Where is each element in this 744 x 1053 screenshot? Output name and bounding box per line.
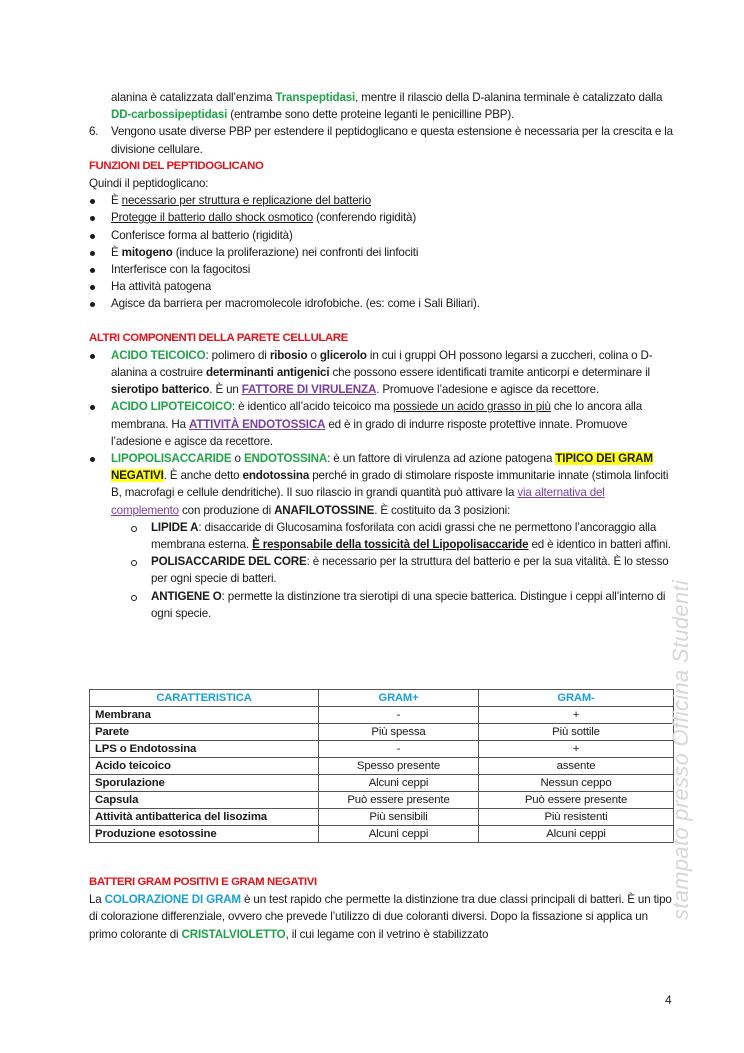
list-item-lipopolisaccaride: LIPOPOLISACCARIDE o ENDOTOSSINA: è un fattore di virulenza ad azione patogena TIPICO DEI GRAM NEGATIVI. È anche detto endotossina perché in grado di stimolare risposte immunitarie innate (stimola linfociti B, macrofagi e cellule dendritiche). Il suo rilascio in grandi quantità può attivare la via alternativa del complemento con produzione di ANAFILOTOSSINE. È costituito da 3 posizioni: LIPIDE A: disaccaride di Glucosamina fosforilata con acidi grassi che ne permettono l’ancoraggio alla membrana esterna. È responsabile della tossicità del Lipopolisaccaride ed è identico in batteri affini. POLISACCARIDE DEL CORE: è necessario per la struttura del batterio e per la sua vitalità. È lo stesso per ogni specie di batteri. ANTIGENE O: permette la distinzione tra sierotipi di una specie batterica. Distingue i ceppi all’interno di ogni specie. bbox=[89, 450, 675, 622]
list-item: È mitogeno (induce la proliferazione) nei confronti dei linfociti bbox=[89, 244, 675, 261]
list-item: Ha attività patogena bbox=[89, 278, 675, 295]
highlighted-text: TIPICO DEI GRAM NEGATIVI bbox=[111, 452, 653, 483]
table-row: Produzione esotossine Alcuni ceppi Alcuni ceppi bbox=[90, 826, 674, 843]
table-row: Acido teicoico Spesso presente assente bbox=[90, 758, 674, 775]
section-heading-altri-componenti: ALTRI COMPONENTI DELLA PARETE CELLULARE bbox=[89, 331, 348, 344]
bullet-icon bbox=[89, 227, 111, 244]
table-header-row bbox=[90, 690, 674, 707]
watermark-text: stampato presso Officina Studenti bbox=[668, 579, 693, 920]
column-header: GRAM- bbox=[479, 690, 674, 707]
list-item-acido-teicoico: ACIDO TEICOICO: polimero di ribosio o glicerolo in cui i gruppi OH possono legarsi a zuccheri, colina o D-alanina a costruire determinanti antigenici che possono essere identificati tramite anticorpi e determinare il sierotipo batterico. È un FATTORE DI VIRULENZA. Promuove l’adesione e agisce da recettore. bbox=[89, 347, 675, 399]
term-cristalvioletto: CRISTALVIOLETTO bbox=[181, 927, 286, 941]
list-item: È necessario per struttura e replicazione del batterio bbox=[89, 192, 675, 209]
lps-sublist bbox=[111, 519, 675, 622]
table-row: LPS o Endotossina - + bbox=[90, 741, 674, 758]
list-item: Agisce da barriera per macromolecole idrofobiche. (es: come i Sali Biliari). bbox=[89, 295, 675, 312]
bullet-icon bbox=[89, 278, 111, 295]
table-row: Membrana - + bbox=[90, 707, 674, 724]
list-number: 6. bbox=[89, 125, 99, 139]
table-row: Sporulazione Alcuni ceppi Nessun ceppo bbox=[90, 775, 674, 792]
list-item-acido-lipoteicoico: ACIDO LIPOTEICOICO: è identico all’acido teicoico ma possiede un acido grasso in più che lo ancora alla membrana. Ha ATTIVITÀ ENDOTOSSICA ed è in grado di indurre risposte protettive innate. Promuove l’adesione e agisce da recettore. bbox=[89, 398, 675, 450]
list-item-text: Vengono usate diverse PBP per estendere il peptidoglicano e questa estensione è necessaria per la crescita e la divisione cellulare. bbox=[111, 125, 673, 156]
paragraph-gram: La COLORAZIONE DI GRAM è un test rapido che permette la distinzione tra due classi principali di batteri. È un tipo di colorazione differenziale, ovvero che prevede l’utilizzo di due coloranti diversi. Dopo la fissazione si applica un primo colorante di CRISTALVIOLETTO, il cui legame con il vetrino è stabilizzato bbox=[89, 893, 672, 941]
bullet-icon bbox=[89, 261, 111, 278]
link-attivita-endotossica[interactable]: ATTIVITÀ ENDOTOSSICA bbox=[188, 417, 326, 431]
term-dd-carbossipeptidasi: DD-carbossipeptidasi bbox=[111, 108, 228, 122]
section-heading-gram: BATTERI GRAM POSITIVI E GRAM NEGATIVI bbox=[89, 876, 317, 888]
circle-bullet-icon bbox=[129, 553, 151, 587]
sublist-item-antigene-o: ANTIGENE O: permette la distinzione tra sierotipi di una specie batterica. Distingue i ceppi all’interno di ogni specie. bbox=[129, 588, 675, 622]
column-header: GRAM+ bbox=[319, 690, 479, 707]
circle-bullet-icon bbox=[129, 519, 151, 553]
bullet-icon bbox=[89, 347, 111, 399]
bullet-icon bbox=[89, 244, 111, 261]
section-lead: Quindi il peptidoglicano: bbox=[89, 177, 209, 191]
list-item: Protegge il batterio dallo shock osmotico (conferendo rigidità) bbox=[89, 209, 675, 226]
list-item: Interferisce con la fagocitosi bbox=[89, 261, 675, 278]
list-item-5-continuation: alanina è catalizzata dall’enzima Transpeptidasi, mentre il rilascio della D-alanina terminale è catalizzato dalla DD-carbossipeptidasi (entrambe sono dette proteine leganti le penicilline PBP). bbox=[111, 91, 663, 122]
section-gram bbox=[89, 874, 675, 943]
term-transpeptidasi: Transpeptidasi bbox=[275, 91, 356, 104]
section-heading-funzioni: FUNZIONI DEL PEPTIDOGLICANO bbox=[89, 159, 264, 172]
link-via-alternativa-complemento[interactable]: via alternativa del complemento bbox=[111, 486, 605, 517]
page-number: 4 bbox=[665, 993, 672, 1007]
table-row: Capsula Può essere presente Può essere presente bbox=[90, 792, 674, 809]
table-row: Attività antibatterica del lisozima Più sensibili Più resistenti bbox=[90, 809, 674, 826]
bullet-icon bbox=[89, 209, 111, 226]
sublist-item-lipide-a: LIPIDE A: disaccaride di Glucosamina fosforilata con acidi grassi che ne permettono l’ancoraggio alla membrana esterna. È responsabile della tossicità del Lipopolisaccaride ed è identico in batteri affini. bbox=[129, 519, 675, 553]
funzioni-list bbox=[89, 192, 675, 312]
term-colorazione-di-gram: COLORAZIONE DI GRAM bbox=[104, 893, 241, 907]
bullet-icon bbox=[89, 450, 111, 622]
circle-bullet-icon bbox=[129, 588, 151, 622]
list-item-6 bbox=[89, 123, 675, 157]
altri-componenti-list bbox=[89, 347, 675, 622]
link-fattore-di-virulenza[interactable]: FATTORE DI VIRULENZA bbox=[241, 383, 377, 397]
column-header: CARATTERISTICA bbox=[90, 690, 319, 707]
bullet-icon bbox=[89, 295, 111, 312]
bullet-icon bbox=[89, 192, 111, 209]
list-item: Conferisce forma al batterio (rigidità) bbox=[89, 227, 675, 244]
table-row: Parete Più spessa Più sottile bbox=[90, 724, 674, 741]
page-content bbox=[89, 89, 675, 622]
gram-comparison-table bbox=[89, 689, 674, 843]
sublist-item-polisaccaride-core: POLISACCARIDE DEL CORE: è necessario per la struttura del batterio e per la sua vitalità. È lo stesso per ogni specie di batteri. bbox=[129, 553, 675, 587]
bullet-icon bbox=[89, 398, 111, 450]
